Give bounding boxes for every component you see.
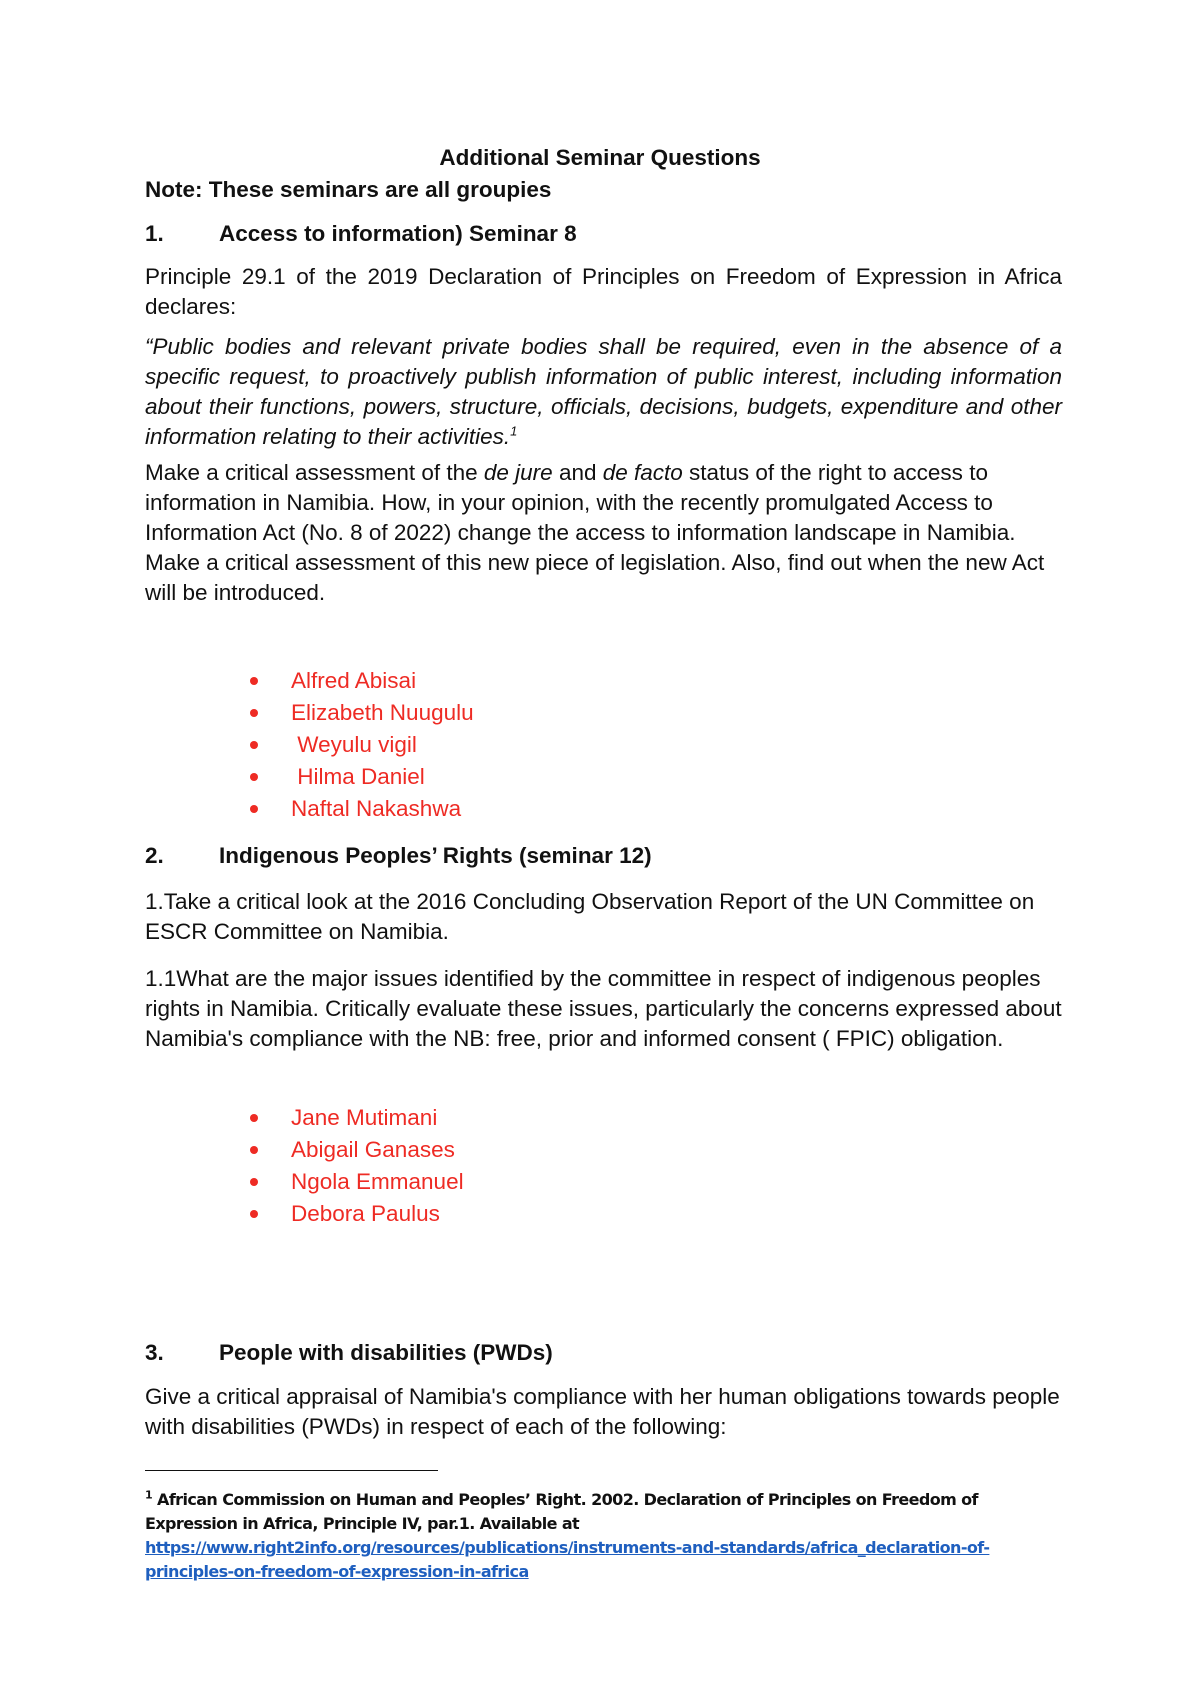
quote-text: “Public bodies and relevant private bodies shall be required, even in the absence of a specific request, to proactively publish information of public interest, including information about their functions, powers, structure, officials, decisions, budgets, expenditure and other information relating to their activities.	[145, 334, 1062, 449]
footnote-marker: 1	[145, 1488, 153, 1502]
section-1-intro: Principle 29.1 of the 2019 Declaration of Principles on Freedom of Expression in Africa declares:	[145, 264, 1062, 319]
member-name: Elizabeth Nuugulu	[291, 700, 474, 725]
footnote-reference[interactable]: 1	[510, 423, 518, 439]
question-text-b: and	[552, 460, 603, 485]
section-1-question	[145, 458, 1062, 608]
section-2-title: Indigenous Peoples’ Rights (seminar 12)	[219, 843, 652, 868]
section-1-heading	[145, 219, 577, 249]
de-facto-term: de facto	[602, 460, 683, 485]
question-text-a: Make a critical assessment of the	[145, 460, 484, 485]
bullet-icon	[250, 677, 258, 685]
section-1-title: Access to information) Seminar 8	[219, 221, 577, 246]
member-name: Ngola Emmanuel	[291, 1169, 464, 1194]
bullet-icon	[250, 1146, 258, 1154]
footnote-link[interactable]: https://www.right2info.org/resources/publications/instruments-and-standards/africa_declaration-of-principles-on-freedom-of-expression-in-africa	[145, 1538, 990, 1581]
bullet-icon	[250, 709, 258, 717]
section-3-title: People with disabilities (PWDs)	[219, 1340, 553, 1365]
note-line: Note: These seminars are all groupies	[145, 177, 552, 202]
section-2-paragraph-1: 1.Take a critical look at the 2016 Concluding Observation Report of the UN Committee on ESCR Committee on Namibia.	[145, 889, 1035, 944]
bullet-icon	[250, 805, 258, 813]
member-name: Abigail Ganases	[291, 1137, 455, 1162]
de-jure-term: de jure	[483, 460, 553, 485]
footnote-separator	[145, 1470, 438, 1471]
footnote-text: African Commission on Human and Peoples’ Right. 2002. Declaration of Principles on Freedom of Expression in Africa, Principle IV, par.1. Available at	[145, 1490, 978, 1533]
page-title: Additional Seminar Questions	[439, 145, 761, 170]
member-name: Naftal Nakashwa	[291, 796, 462, 821]
section-2-paragraph-2: 1.1What are the major issues identified by the committee in respect of indigenous peoples rights in Namibia. Critically evaluate these issues, particularly the concerns expressed about Namibia's compliance with the NB: free, prior and informed consent ( FPIC) obligation.	[145, 966, 1062, 1051]
bullet-icon	[250, 1210, 258, 1218]
bullet-icon	[250, 1114, 258, 1122]
bullet-icon	[250, 741, 258, 749]
section-1-quote	[145, 332, 1062, 452]
section-3-heading	[145, 1338, 553, 1368]
question-text-c: status of the right to access to information in Namibia. How, in your opinion, with the recently promulgated Access to Information Act (No. 8 of 2022) change the access to information landscape in Namibia. Make a critical assessment of this new piece of legislation. Also, find out when the new Act will be introduced.	[145, 460, 1045, 605]
section-3-number: 3.	[145, 1340, 164, 1365]
section-1-number: 1.	[145, 221, 164, 246]
member-name: Debora Paulus	[291, 1201, 440, 1226]
member-name: Hilma Daniel	[291, 764, 425, 789]
section-2-heading	[145, 841, 652, 871]
bullet-icon	[250, 773, 258, 781]
bullet-icon	[250, 1178, 258, 1186]
member-name: Jane Mutimani	[291, 1105, 438, 1130]
member-name: Weyulu vigil	[291, 732, 417, 757]
footnote	[145, 1488, 1070, 1584]
member-name: Alfred Abisai	[291, 668, 417, 693]
section-2-number: 2.	[145, 843, 164, 868]
section-3-paragraph: Give a critical appraisal of Namibia's compliance with her human obligations towards people with disabilities (PWDs) in respect of each of the following:	[145, 1384, 1060, 1439]
